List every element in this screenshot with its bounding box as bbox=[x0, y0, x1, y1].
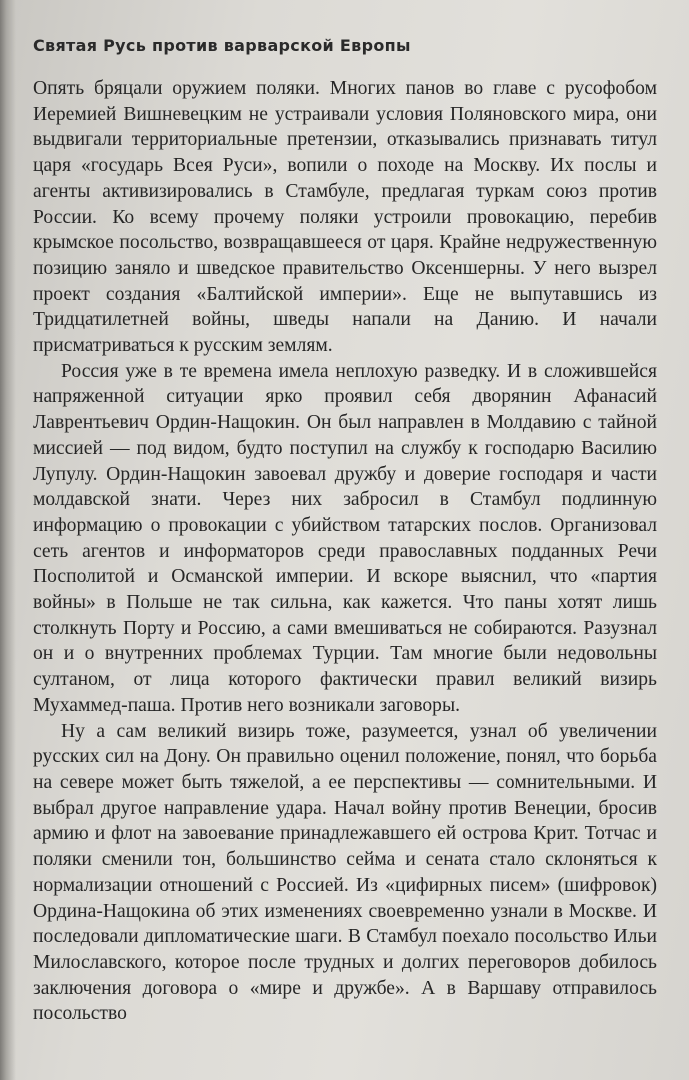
paragraph: Россия уже в те времена имела неплохую разведку. И в сложившейся напряженной ситуации ярко проявил себя дворянин Афанасий Лаврентьевич Ордин-Нащокин. Он был направлен в Молдавию с тайной миссией — под видом, будто поступил на службу к господарю Василию Лупулу. Ордин-Нащокин завоевал дружбу и доверие господаря и части молдавской знати. Через них забросил в Стамбул подлинную информацию о провокации с убийством татарских послов. Организовал сеть агентов и информаторов среди православных подданных Речи Посполитой и Османской империи. И вскоре выяснил, что «партия войны» в Польше не так сильна, как кажется. Что паны хотят лишь столкнуть Порту и Россию, а сами вмешиваться не собираются. Разузнал он и о внутренних проблемах Турции. Там многие были недовольны султаном, от лица которого фактически правил великий визирь Мухаммед-паша. Против него возникали заговоры. bbox=[33, 360, 657, 716]
running-head: Святая Русь против варварской Европы bbox=[33, 36, 411, 55]
page-gutter-shadow bbox=[0, 0, 16, 1080]
paragraph: Опять бряцали оружием поляки. Многих панов во главе с русофобом Иеремией Вишневецким не устраивали условия Поляновского мира, они выдвигали территориальные претензии, отказывались признавать титул царя «государь Всея Руси», вопили о походе на Москву. Их послы и агенты активизировались в Стамбуле, предлагая туркам союз против России. Ко всему прочему поляки устроили провокацию, перебив крымское посольство, возвращавшееся от царя. Крайне недружественную позицию заняло и шведское правительство Оксеншерны. У него вызрел проект создания «Балтийской империи». Еще не выпутавшись из Тридцатилетней войны, шведы напали на Данию. И начали присматриваться к русским землям. bbox=[33, 78, 657, 357]
body-text bbox=[33, 76, 657, 1027]
paragraph: Ну а сам великий визирь тоже, разумеется, узнал об увеличении русских сил на Дону. Он правильно оценил положение, понял, что борьба на севере может быть тяжелой, а ее перспективы — сомнительными. И выбрал другое направление удара. Начал войну против Венеции, бросив армию и флот на завоевание принадлежавшего ей острова Крит. Тотчас и поляки сменили тон, большинство сейма и сената стало склоняться к нормализации отношений с Россией. Из «цифирных писем» (шифровок) Ордина-Нащокина об этих изменениях своевременно узнали в Москве. И последовали дипломатические шаги. В Стамбул поехало посольство Ильи Милославского, которое после трудных и долгих переговоров добилось заключения договора о «мире и дружбе». А в Варшаву отправилось посольство bbox=[33, 720, 657, 1025]
